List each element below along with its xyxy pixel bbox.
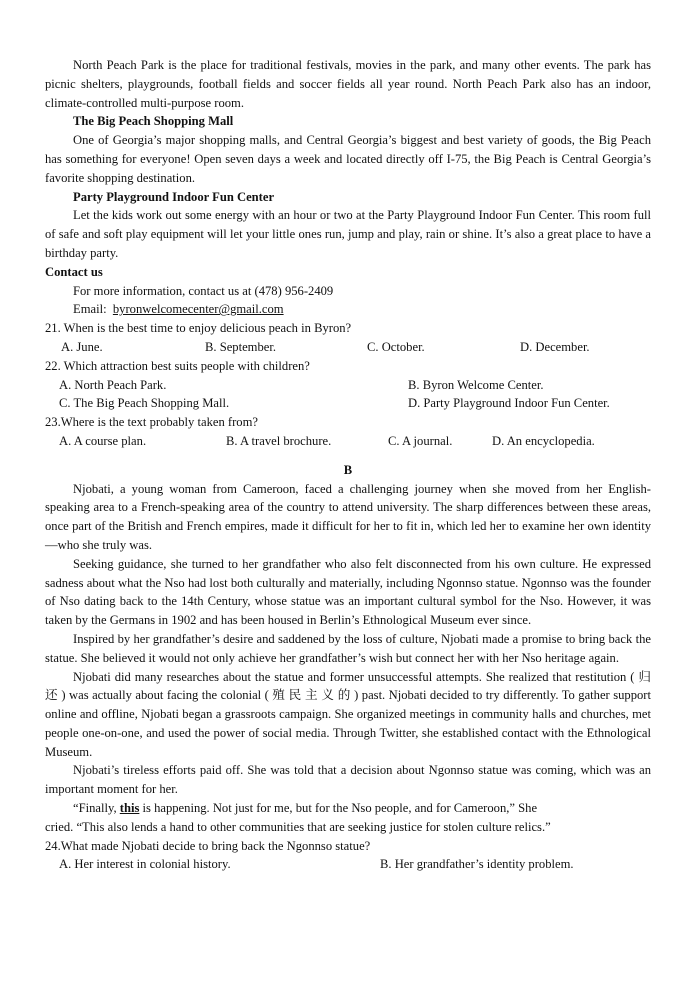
q23-option-c[interactable]: C. A journal. bbox=[388, 433, 453, 448]
passage-b-paragraph-6 bbox=[45, 799, 651, 818]
q21-option-d[interactable]: D. December. bbox=[520, 339, 590, 354]
mall-paragraph: One of Georgia’s major shopping malls, and Central Georgia’s biggest and best variety of goods, the Big Peach has something for everyone! Open seven days a week and located directly off I-75, the Big Peach is Central Georgia’s favorite shopping destination. bbox=[45, 133, 651, 185]
question-21-options bbox=[45, 338, 651, 357]
q21-option-b[interactable]: B. September. bbox=[205, 339, 277, 354]
mall-heading: The Big Peach Shopping Mall bbox=[73, 114, 234, 129]
question-23-stem: 23.Where is the text probably taken from? bbox=[45, 415, 258, 430]
exam-page bbox=[45, 56, 651, 874]
passage-b-paragraph-2: Seeking guidance, she turned to her grandfather who also felt disconnected from his own culture. He expressed sadness about what the Nso had lost both culturally and materially, including Ngonnso statue. Ngonnso was the founder of Nso dating back to the 14th Century, whose statue was an important cultural symbol for the Nso. However, it was taken by the Germans in 1902 and has been housed in Berlin’s Ethnological Museum ever since. bbox=[45, 556, 651, 628]
underlined-keyword-this: this bbox=[119, 801, 140, 816]
party-playground-paragraph: Let the kids work out some energy with an hour or two at the Party Playground Indoor Fun Center. This room full of safe and soft play equipment will let your little ones run, jump and play, rain or shine. It’s also a great place to have a birthday party. bbox=[45, 208, 651, 260]
q24-option-a[interactable]: A. Her interest in colonial history. bbox=[59, 857, 231, 872]
quote-rest: is happening. Not just for me, but for the Nso people, and for Cameroon,” She bbox=[139, 801, 538, 816]
question-22-options-row1 bbox=[45, 376, 651, 395]
party-playground-heading: Party Playground Indoor Fun Center bbox=[73, 189, 275, 204]
question-23-options bbox=[45, 432, 651, 451]
q22-option-c[interactable]: C. The Big Peach Shopping Mall. bbox=[59, 396, 230, 411]
email-label: Email: bbox=[73, 302, 107, 317]
q23-option-b[interactable]: B. A travel brochure. bbox=[226, 433, 332, 448]
q23-option-d[interactable]: D. An encyclopedia. bbox=[492, 433, 595, 448]
q21-option-c[interactable]: C. October. bbox=[367, 339, 425, 354]
q21-option-a[interactable]: A. June. bbox=[61, 339, 103, 354]
question-24-stem: 24.What made Njobati decide to bring back the Ngonnso statue? bbox=[45, 838, 371, 853]
north-peach-park-paragraph: North Peach Park is the place for traditional festivals, movies in the park, and many other events. The park has picnic shelters, playgrounds, football fields and soccer fields all year round. North Peach Park also has an indoor, climate-controlled multi-purpose room. bbox=[45, 58, 651, 110]
email-link[interactable]: byronwelcomecenter@gmail.com bbox=[112, 302, 284, 317]
q23-option-a[interactable]: A. A course plan. bbox=[59, 433, 147, 448]
question-21-stem: 21. When is the best time to enjoy delicious peach in Byron? bbox=[45, 321, 352, 336]
question-24-options bbox=[45, 855, 651, 874]
q24-option-b[interactable]: B. Her grandfather’s identity problem. bbox=[380, 857, 574, 872]
section-b-label: B bbox=[343, 462, 353, 477]
passage-b-paragraph-1: Njobati, a young woman from Cameroon, faced a challenging journey when she moved from her English-speaking area to a French-speaking area of the country to attend university. The sharp differences between these areas, once part of the British and French empires, made it difficult for her to fit in, which led her to examine her own identity—who she truly was. bbox=[45, 481, 651, 552]
passage-b-paragraph-4: Njobati did many researches about the statue and former unsuccessful attempts. She realized that restitution ( 归还 ) was actually about facing the colonial ( 殖 民 主 义 的 ) past. Njobati decided to try differently. To gather support online and offline, Njobati began a grassroots campaign. She organized meetings in community halls and churches, met people one-on-one, and used the power of social media. Through Twitter, she established contact with the Ethnological Museum. bbox=[45, 669, 651, 759]
q22-option-d[interactable]: D. Party Playground Indoor Fun Center. bbox=[408, 396, 610, 411]
q22-option-a[interactable]: A. North Peach Park. bbox=[59, 377, 167, 392]
contact-email-line bbox=[45, 300, 651, 319]
q22-option-b[interactable]: B. Byron Welcome Center. bbox=[408, 377, 544, 392]
passage-b-paragraph-5: Njobati’s tireless efforts paid off. She was told that a decision about Ngonnso statue was coming, which was an important moment for her. bbox=[45, 763, 651, 797]
contact-phone-line: For more information, contact us at (478) 956-2409 bbox=[73, 283, 334, 298]
quote-start: “Finally, bbox=[73, 801, 120, 816]
question-22-options-row2 bbox=[45, 394, 651, 413]
passage-b-paragraph-3: Inspired by her grandfather’s desire and saddened by the loss of culture, Njobati made a promise to bring back the statue. She believed it would not only achieve her grandfather’s wish but connect her with her Nso heritage again. bbox=[45, 631, 651, 665]
contact-heading: Contact us bbox=[45, 264, 103, 279]
question-22-stem: 22. Which attraction best suits people with children? bbox=[45, 358, 310, 373]
passage-b-paragraph-6-continued: cried. “This also lends a hand to other communities that are seeking justice for stolen culture relics.” bbox=[45, 819, 551, 834]
